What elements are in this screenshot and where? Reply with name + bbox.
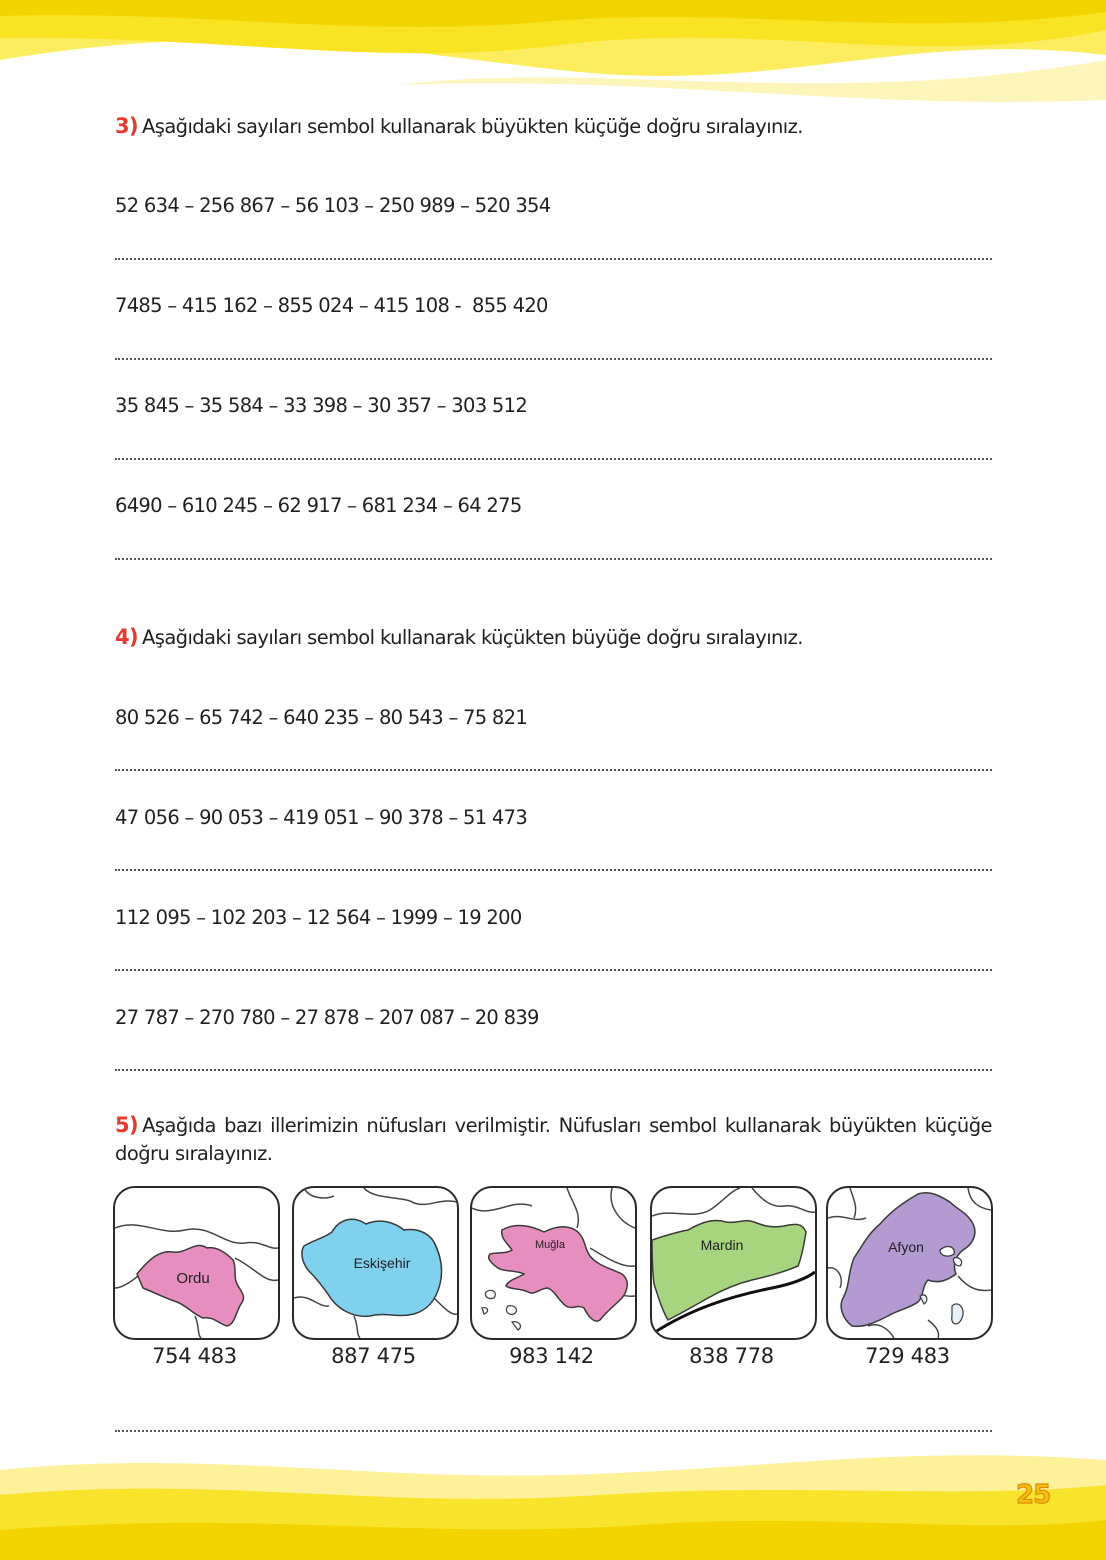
q3-answer-line-1[interactable] — [115, 258, 992, 260]
q4-sequence-2: 47 056 – 90 053 – 419 051 – 90 378 – 51 473 — [115, 806, 528, 829]
population-afyon: 729 483 — [865, 1344, 950, 1368]
q5-answer-line[interactable] — [115, 1430, 992, 1432]
page-number: 25 — [1016, 1480, 1051, 1510]
population-ordu: 754 483 — [152, 1344, 237, 1368]
population-eskisehir: 887 475 — [331, 1344, 416, 1368]
map-afyon — [826, 1186, 993, 1340]
q4-sequence-3: 112 095 – 102 203 – 12 564 – 1999 – 19 200 — [115, 906, 522, 929]
bottom-wave-decoration — [0, 1440, 1106, 1560]
q4-answer-line-2[interactable] — [115, 869, 992, 871]
question-5-title — [115, 1111, 992, 1168]
q4-sequence-4: 27 787 – 270 780 – 27 878 – 207 087 – 20 839 — [115, 1006, 539, 1029]
map-mardin — [650, 1186, 817, 1340]
q3-answer-line-3[interactable] — [115, 458, 992, 460]
question-4-instruction: Aşağıdaki sayıları sembol kullanarak küçükten büyüğe doğru sıralayınız. — [142, 626, 803, 649]
map-label-eskisehir: Eskişehir — [353, 1255, 411, 1271]
q3-answer-line-2[interactable] — [115, 358, 992, 360]
map-eskisehir — [292, 1186, 459, 1340]
population-mardin: 838 778 — [689, 1344, 774, 1368]
map-label-mardin: Mardin — [700, 1237, 744, 1253]
question-3-title — [115, 114, 803, 138]
top-wave-decoration — [0, 0, 1106, 110]
q4-answer-line-4[interactable] — [115, 1069, 992, 1071]
q4-answer-line-3[interactable] — [115, 969, 992, 971]
population-mugla: 983 142 — [509, 1344, 594, 1368]
q3-sequence-3: 35 845 – 35 584 – 33 398 – 30 357 – 303 512 — [115, 394, 528, 417]
map-label-ordu: Ordu — [176, 1270, 210, 1287]
q3-sequence-4: 6490 – 610 245 – 62 917 – 681 234 – 64 275 — [115, 494, 522, 517]
mardin-province-shape — [652, 1220, 806, 1320]
map-label-mugla: Muğla — [535, 1239, 565, 1251]
question-4-title — [115, 625, 803, 649]
map-mugla — [470, 1186, 637, 1340]
question-5-number: 5) — [115, 1113, 139, 1137]
q3-sequence-1: 52 634 – 256 867 – 56 103 – 250 989 – 520 354 — [115, 194, 551, 217]
question-5-instruction: Aşağıda bazı illerimizin nüfusları verilmiştir. Nüfusları sembol kullanarak büyükten küçüğe doğru sıralayınız. — [115, 1114, 992, 1165]
map-ordu — [113, 1186, 280, 1340]
question-4-number: 4) — [115, 625, 139, 649]
q4-answer-line-1[interactable] — [115, 769, 992, 771]
question-3-number: 3) — [115, 114, 139, 138]
question-3-instruction: Aşağıdaki sayıları sembol kullanarak büyükten küçüğe doğru sıralayınız. — [142, 115, 803, 138]
q4-sequence-1: 80 526 – 65 742 – 640 235 – 80 543 – 75 821 — [115, 706, 528, 729]
map-label-afyon: Afyon — [888, 1239, 924, 1255]
q3-answer-line-4[interactable] — [115, 558, 992, 560]
q3-sequence-2: 7485 – 415 162 – 855 024 – 415 108 - 855 420 — [115, 294, 548, 317]
